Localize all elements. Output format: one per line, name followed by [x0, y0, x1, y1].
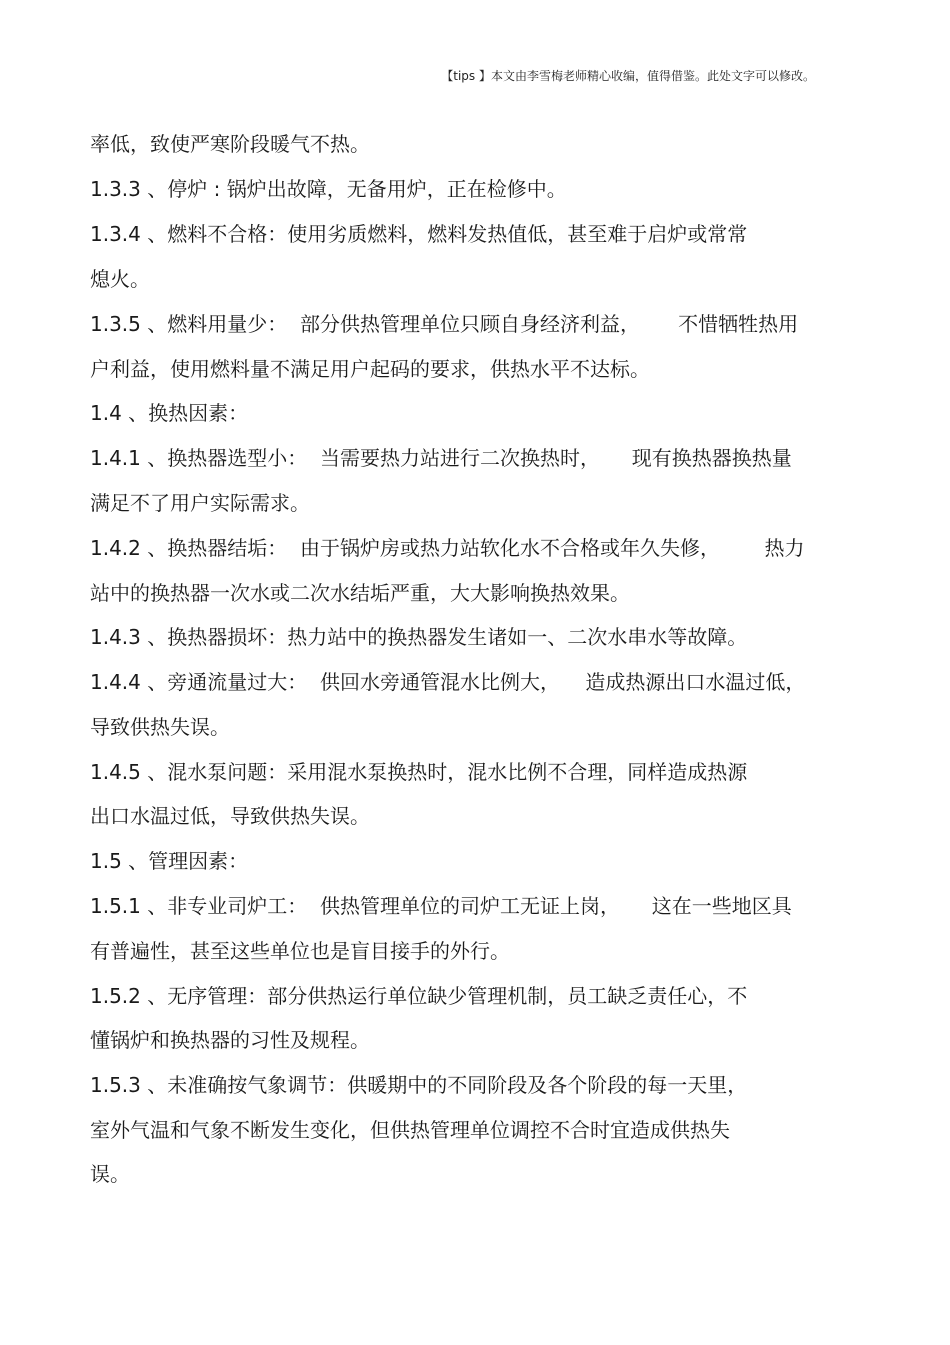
text-line: 1.4.3 、换热器损坏：热力站中的换热器发生诸如一、二次水串水等故障。: [90, 625, 748, 649]
text-line: 室外气温和气象不断发生变化，但供热管理单位调控不合时宜造成供热失: [90, 1118, 730, 1142]
text-line: 导致供热失误。: [90, 715, 230, 739]
text-line: 1.4.2 、换热器结垢： 由于锅炉房或热力站软化水不合格或年久失修， 热力: [90, 536, 805, 560]
text-line: 1.3.3 、停炉 : 锅炉出故障，无备用炉，正在检修中。: [90, 177, 567, 201]
section-heading: 1.4 、换热因素：: [90, 401, 249, 425]
text-line: 1.4.1 、换热器选型小： 当需要热力站进行二次换热时， 现有换热器换热量: [90, 446, 792, 470]
text-line: 熄火。: [90, 267, 150, 291]
header-tips-note: 【tips 】本文由李雪梅老师精心收编，值得借鉴。此处文字可以修改。: [441, 69, 815, 83]
text-line: 误。: [90, 1162, 130, 1186]
section-heading: 1.5 、管理因素：: [90, 849, 249, 873]
text-line: 出口水温过低，导致供热失误。: [90, 804, 370, 828]
text-line: 1.5.3 、未准确按气象调节：供暖期中的不同阶段及各个阶段的每一天里，: [90, 1073, 748, 1097]
text-line: 懂锅炉和换热器的习性及规程。: [90, 1028, 370, 1052]
text-line: 1.5.2 、无序管理：部分供热运行单位缺少管理机制，员工缺乏责任心，不: [90, 984, 748, 1008]
text-line: 率低，致使严寒阶段暖气不热。: [90, 132, 370, 156]
text-line: 户利益，使用燃料量不满足用户起码的要求，供热水平不达标。: [90, 357, 650, 381]
text-line: 1.5.1 、非专业司炉工： 供热管理单位的司炉工无证上岗， 这在一些地区具: [90, 894, 792, 918]
text-line: 1.3.4 、燃料不合格：使用劣质燃料，燃料发热值低，甚至难于启炉或常常: [90, 222, 748, 246]
text-line: 1.3.5 、燃料用量少： 部分供热管理单位只顾自身经济利益， 不惜牺牲热用: [90, 312, 799, 336]
text-line: 有普遍性，甚至这些单位也是盲目接手的外行。: [90, 939, 510, 963]
text-line: 满足不了用户实际需求。: [90, 491, 310, 515]
text-line: 站中的换热器一次水或二次水结垢严重，大大影响换热效果。: [90, 581, 630, 605]
text-line: 1.4.5 、混水泵问题：采用混水泵换热时，混水比例不合理，同样造成热源: [90, 760, 748, 784]
text-line: 1.4.4 、旁通流量过大： 供回水旁通管混水比例大， 造成热源出口水温过低，: [90, 670, 806, 694]
